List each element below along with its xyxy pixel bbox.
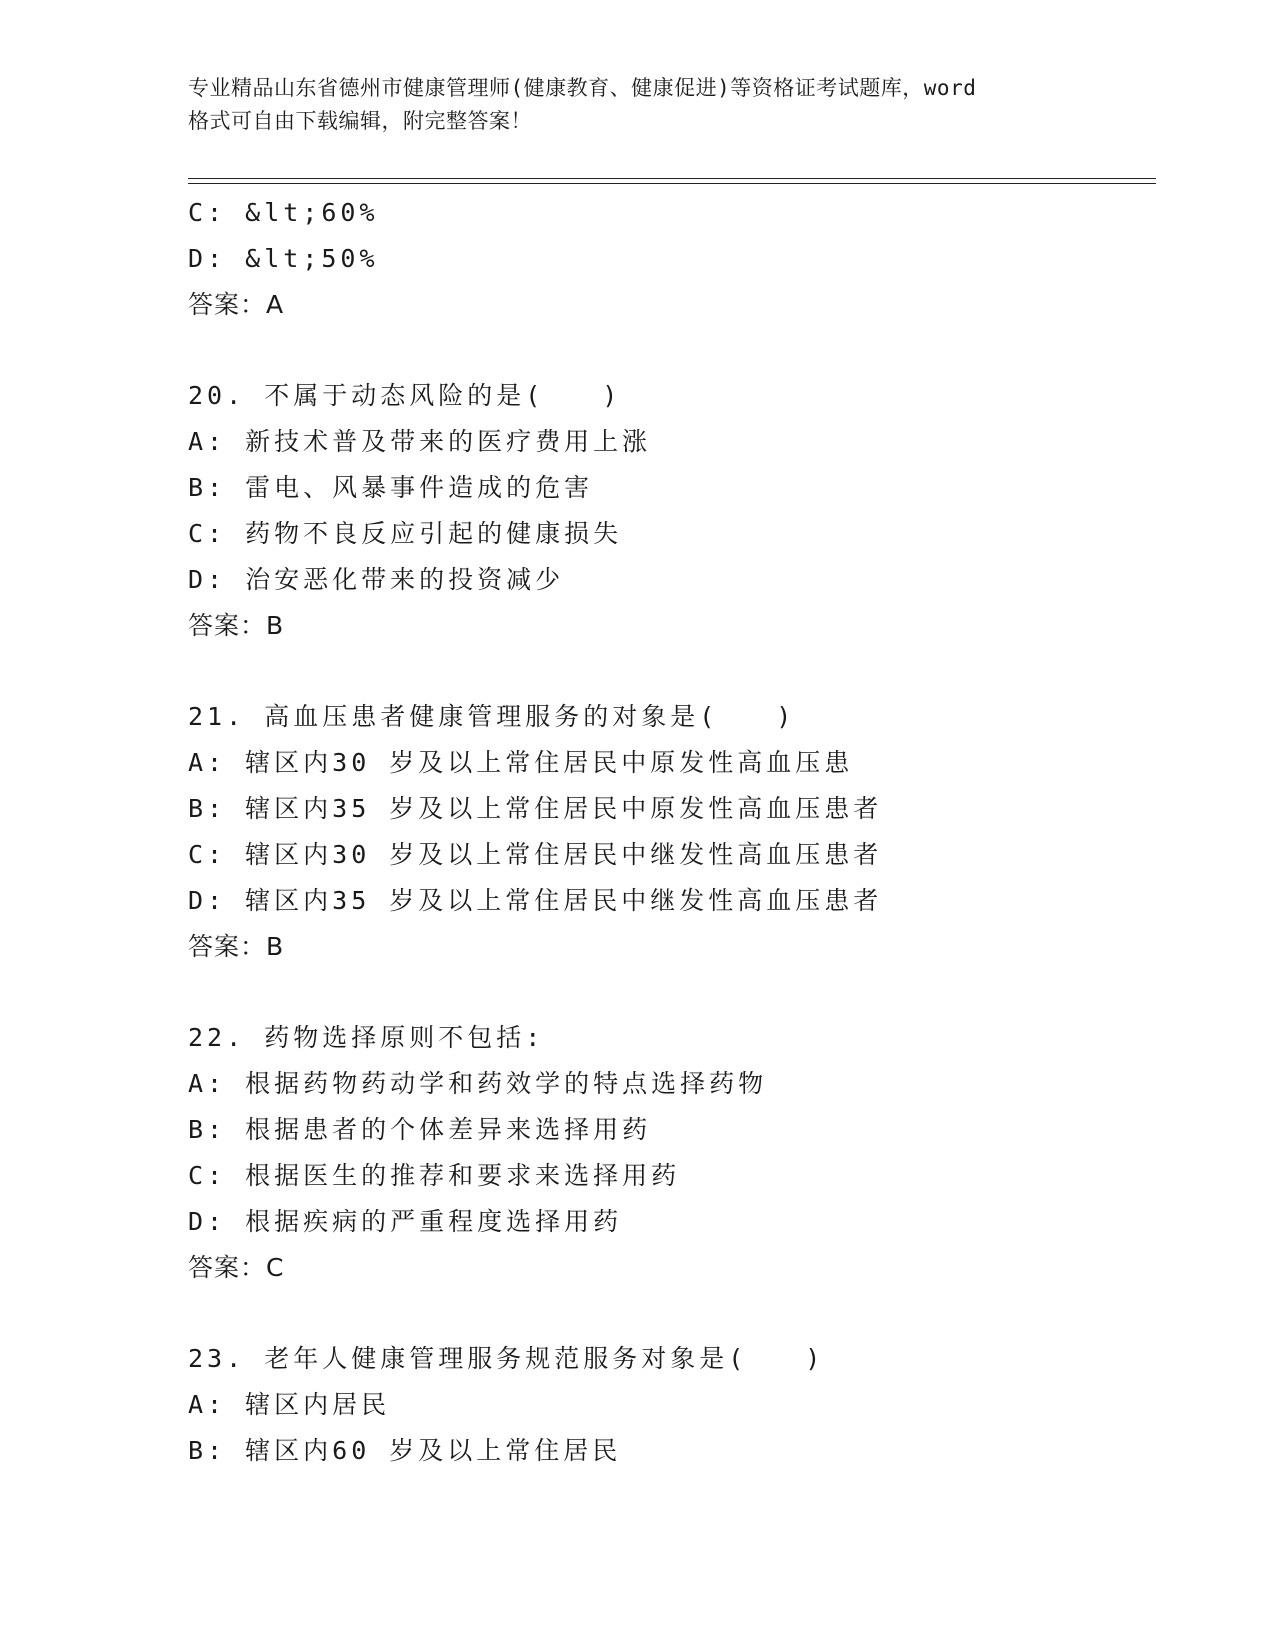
option-a: A: 辖区内30 岁及以上常住居民中原发性高血压患 <box>188 748 854 777</box>
option-d: D: 辖区内35 岁及以上常住居民中继发性高血压患者 <box>188 886 883 915</box>
question-21 <box>188 694 1148 970</box>
spacer <box>188 970 1148 1015</box>
option-b: B: 辖区内35 岁及以上常住居民中原发性高血压患者 <box>188 794 883 823</box>
option-d: D: 根据疾病的严重程度选择用药 <box>188 1207 623 1236</box>
option-a: A: 根据药物药动学和药效学的特点选择药物 <box>188 1069 768 1098</box>
document-header <box>188 72 1088 138</box>
header-line-2: 格式可自由下载编辑，附完整答案！ <box>188 109 532 133</box>
option-c: C: 辖区内30 岁及以上常住居民中继发性高血压患者 <box>188 840 883 869</box>
answer: 答案：B <box>188 611 285 640</box>
header-line-1: 专业精品山东省德州市健康管理师(健康教育、健康促进)等资格证考试题库，word <box>188 76 977 100</box>
question-20 <box>188 373 1148 649</box>
option-a: A: 辖区内居民 <box>188 1390 391 1419</box>
option-d: D: 治安恶化带来的投资减少 <box>188 565 565 594</box>
question-title: 21. 高血压患者健康管理服务的对象是( ) <box>188 702 796 731</box>
answer: 答案：C <box>188 1253 285 1282</box>
spacer <box>188 1291 1148 1336</box>
spacer <box>188 649 1148 694</box>
answer: 答案：B <box>188 932 285 961</box>
header-divider-top <box>188 178 1156 179</box>
option-c: C: &lt;60% <box>188 198 379 227</box>
option-c: C: 药物不良反应引起的健康损失 <box>188 519 623 548</box>
option-b: B: 根据患者的个体差异来选择用药 <box>188 1115 652 1144</box>
option-b: B: 辖区内60 岁及以上常住居民 <box>188 1436 622 1465</box>
option-c: C: 根据医生的推荐和要求来选择用药 <box>188 1161 681 1190</box>
question-title: 22. 药物选择原则不包括: <box>188 1023 545 1052</box>
answer: 答案：A <box>188 290 285 319</box>
question-23 <box>188 1336 1148 1474</box>
spacer <box>188 328 1148 373</box>
option-a: A: 新技术普及带来的医疗费用上涨 <box>188 427 652 456</box>
question-22 <box>188 1015 1148 1291</box>
question-list <box>188 190 1148 1474</box>
question-title: 23. 老年人健康管理服务规范服务对象是( ) <box>188 1344 825 1373</box>
previous-question-tail <box>188 190 1148 328</box>
option-d: D: &lt;50% <box>188 244 379 273</box>
header-divider-bottom <box>188 183 1156 184</box>
option-b: B: 雷电、风暴事件造成的危害 <box>188 473 594 502</box>
question-title: 20. 不属于动态风险的是( ) <box>188 381 622 410</box>
